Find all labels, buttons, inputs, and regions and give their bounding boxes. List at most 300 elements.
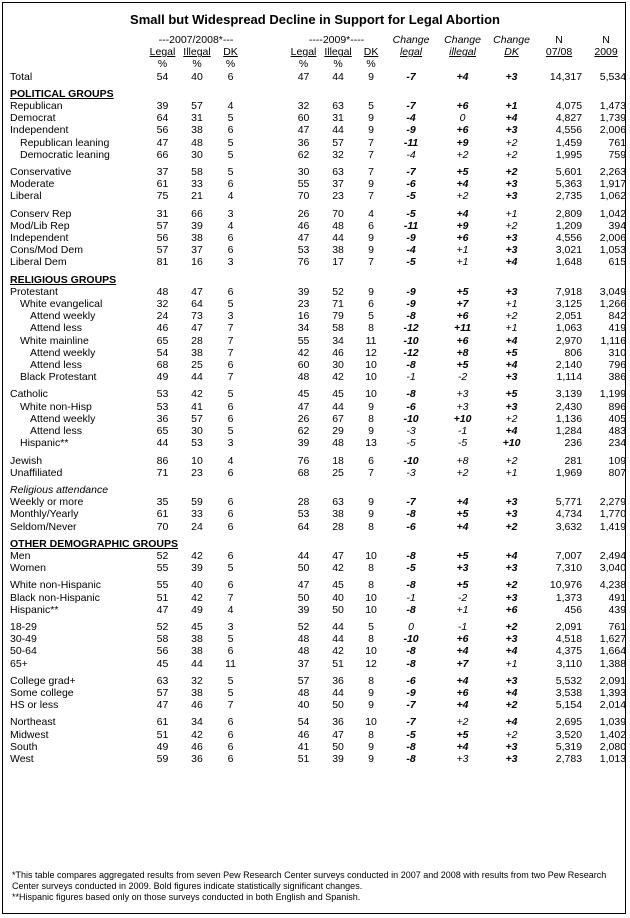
cell-change-legal: -4 bbox=[406, 112, 416, 125]
cell-legal-2009: 45 bbox=[297, 388, 310, 401]
row-label: White non-Hispanic bbox=[10, 579, 102, 592]
pct-sign: % bbox=[298, 58, 309, 71]
cell-n-2009: 2,263 bbox=[599, 166, 627, 179]
cell-dk-0708: 6 bbox=[227, 752, 234, 765]
cell-dk-0708: 3 bbox=[227, 437, 234, 450]
cell-change-illegal: +2 bbox=[456, 466, 469, 479]
cell-dk-2009: 8 bbox=[368, 562, 374, 575]
cell-change-illegal: +2 bbox=[456, 716, 469, 729]
cell-dk-2009: 6 bbox=[368, 454, 374, 467]
cell-illegal-2009: 38 bbox=[332, 508, 344, 521]
cell-illegal-2009: 45 bbox=[332, 388, 344, 401]
cell-illegal-0708: 39 bbox=[191, 219, 203, 232]
cell-change-legal: -7 bbox=[406, 166, 416, 179]
cell-change-legal: -1 bbox=[406, 371, 416, 384]
cell-change-dk: +4 bbox=[505, 686, 518, 699]
cell-change-dk: +1 bbox=[505, 657, 518, 670]
col-header-n-0708: 07/08 bbox=[545, 46, 573, 59]
cell-illegal-2009: 36 bbox=[332, 674, 344, 687]
cell-legal-0708: 71 bbox=[156, 466, 169, 479]
cell-dk-2009: 6 bbox=[368, 219, 374, 232]
cell-legal-0708: 24 bbox=[156, 310, 169, 323]
table-row bbox=[10, 298, 628, 310]
period-header-2009: ----2009*---- bbox=[308, 34, 365, 46]
cell-change-dk: +4 bbox=[505, 549, 518, 562]
cell-change-legal: -8 bbox=[406, 579, 416, 592]
cell-n-2009: 2,006 bbox=[599, 232, 627, 245]
cell-change-legal: -7 bbox=[406, 70, 416, 83]
row-label: Black Protestant bbox=[20, 371, 97, 384]
cell-dk-0708: 6 bbox=[227, 232, 234, 245]
row-label: Republican bbox=[10, 100, 63, 113]
cell-n-0708: 281 bbox=[564, 454, 583, 467]
cell-dk-2009: 9 bbox=[368, 686, 374, 699]
col-header-change: Change bbox=[392, 34, 430, 46]
cell-change-illegal: +4 bbox=[456, 207, 469, 220]
cell-legal-0708: 55 bbox=[156, 579, 169, 592]
cell-illegal-0708: 34 bbox=[191, 716, 203, 729]
column-spacer bbox=[246, 425, 287, 437]
column-spacer bbox=[246, 508, 287, 520]
cell-n-2009: 483 bbox=[608, 425, 627, 438]
cell-n-2009: 759 bbox=[608, 148, 627, 161]
cell-n-2009: 1,013 bbox=[599, 752, 627, 765]
cell-illegal-2009: 39 bbox=[332, 752, 344, 765]
cell-illegal-0708: 57 bbox=[191, 100, 203, 113]
cell-legal-2009: 76 bbox=[297, 256, 310, 269]
cell-illegal-0708: 38 bbox=[191, 686, 203, 699]
cell-n-0708: 14,317 bbox=[549, 70, 583, 83]
cell-n-0708: 5,363 bbox=[555, 178, 583, 191]
cell-n-2009: 5,534 bbox=[599, 70, 627, 83]
cell-change-illegal: +4 bbox=[456, 520, 469, 533]
table-row bbox=[10, 347, 628, 359]
table-row bbox=[10, 220, 628, 232]
cell-change-illegal: 0 bbox=[459, 112, 466, 125]
cell-dk-0708: 6 bbox=[227, 716, 234, 729]
cell-n-2009: 2,279 bbox=[599, 496, 627, 509]
cell-illegal-0708: 66 bbox=[191, 207, 203, 220]
cell-legal-2009: 23 bbox=[297, 298, 310, 311]
cell-change-legal: -10 bbox=[403, 633, 419, 646]
cell-dk-0708: 7 bbox=[227, 371, 234, 384]
column-spacer bbox=[246, 244, 287, 256]
cell-legal-0708: 61 bbox=[156, 508, 169, 521]
cell-change-legal: -6 bbox=[406, 178, 416, 191]
table-row bbox=[10, 562, 628, 574]
cell-change-legal: -8 bbox=[406, 508, 416, 521]
cell-change-legal: -5 bbox=[406, 562, 416, 575]
column-spacer bbox=[246, 335, 287, 347]
column-spacer bbox=[246, 437, 287, 449]
cell-dk-2009: 4 bbox=[368, 207, 374, 220]
cell-change-dk: +2 bbox=[505, 579, 518, 592]
cell-n-2009: 1,062 bbox=[599, 190, 627, 203]
cell-legal-2009: 47 bbox=[297, 579, 310, 592]
cell-change-dk: +2 bbox=[505, 520, 518, 533]
cell-change-dk: +1 bbox=[505, 298, 518, 311]
cell-legal-0708: 68 bbox=[156, 359, 169, 372]
cell-change-dk: +10 bbox=[502, 437, 521, 450]
cell-change-legal: -8 bbox=[406, 549, 416, 562]
row-label: Attend weekly bbox=[30, 412, 96, 425]
cell-illegal-0708: 23 bbox=[191, 466, 203, 479]
cell-change-legal: -12 bbox=[403, 322, 419, 335]
cell-illegal-2009: 18 bbox=[332, 454, 344, 467]
cell-n-0708: 236 bbox=[564, 437, 583, 450]
cell-n-0708: 1,136 bbox=[555, 412, 583, 425]
cell-n-0708: 4,827 bbox=[555, 112, 583, 125]
cell-n-2009: 896 bbox=[608, 400, 627, 413]
cell-illegal-2009: 23 bbox=[332, 190, 344, 203]
cell-change-legal: 0 bbox=[408, 620, 414, 633]
cell-n-2009: 761 bbox=[608, 620, 627, 633]
cell-dk-2009: 9 bbox=[368, 400, 374, 413]
cell-illegal-2009: 48 bbox=[332, 219, 344, 232]
cell-illegal-2009: 71 bbox=[332, 298, 344, 311]
row-label: Liberal bbox=[10, 190, 42, 203]
cell-dk-2009: 11 bbox=[365, 334, 377, 347]
column-spacer bbox=[246, 687, 287, 699]
cell-dk-2009: 9 bbox=[368, 699, 374, 712]
cell-illegal-0708: 46 bbox=[191, 699, 203, 712]
row-label: White mainline bbox=[20, 334, 89, 347]
cell-illegal-2009: 29 bbox=[332, 425, 344, 438]
cell-change-illegal: +5 bbox=[456, 728, 469, 741]
cell-change-dk: +3 bbox=[505, 508, 518, 521]
cell-legal-0708: 66 bbox=[156, 148, 169, 161]
cell-n-0708: 1,969 bbox=[555, 466, 583, 479]
cell-illegal-0708: 25 bbox=[191, 359, 203, 372]
cell-change-illegal: +8 bbox=[456, 454, 469, 467]
table-row bbox=[10, 112, 628, 124]
cell-change-dk: +1 bbox=[505, 322, 518, 335]
cell-dk-2009: 7 bbox=[368, 256, 374, 269]
cell-illegal-2009: 50 bbox=[332, 603, 344, 616]
cell-change-dk: +3 bbox=[505, 285, 518, 298]
cell-change-illegal: +7 bbox=[456, 657, 469, 670]
cell-dk-0708: 7 bbox=[227, 322, 234, 335]
cell-dk-2009: 9 bbox=[368, 112, 374, 125]
cell-legal-0708: 45 bbox=[156, 657, 169, 670]
cell-change-dk: +6 bbox=[505, 603, 518, 616]
cell-change-legal: -5 bbox=[406, 728, 416, 741]
cell-illegal-2009: 63 bbox=[332, 100, 344, 113]
column-spacer bbox=[246, 753, 287, 765]
cell-illegal-2009: 38 bbox=[332, 244, 344, 257]
cell-legal-2009: 47 bbox=[297, 232, 310, 245]
cell-change-dk: +2 bbox=[505, 699, 518, 712]
cell-illegal-0708: 21 bbox=[191, 190, 203, 203]
cell-legal-0708: 32 bbox=[156, 298, 169, 311]
row-label: Black non-Hispanic bbox=[10, 591, 100, 604]
cell-illegal-2009: 34 bbox=[332, 334, 344, 347]
cell-dk-2009: 9 bbox=[368, 740, 374, 753]
cell-change-illegal: +6 bbox=[456, 232, 469, 245]
cell-dk-0708: 7 bbox=[227, 591, 234, 604]
cell-illegal-0708: 16 bbox=[191, 256, 203, 269]
row-label: Democrat bbox=[10, 112, 56, 125]
row-label: Moderate bbox=[10, 178, 55, 191]
cell-change-legal: -9 bbox=[406, 124, 416, 137]
cell-n-2009: 796 bbox=[608, 359, 627, 372]
cell-illegal-0708: 28 bbox=[191, 334, 203, 347]
cell-change-legal: -6 bbox=[406, 674, 416, 687]
cell-dk-2009: 8 bbox=[368, 674, 374, 687]
cell-n-0708: 2,809 bbox=[555, 207, 583, 220]
cell-legal-2009: 34 bbox=[297, 322, 310, 335]
table-row bbox=[10, 208, 628, 220]
cell-change-dk: +3 bbox=[505, 244, 518, 257]
column-spacer bbox=[246, 178, 287, 190]
cell-illegal-0708: 38 bbox=[191, 232, 203, 245]
cell-n-2009: 1,917 bbox=[599, 178, 627, 191]
row-label: Protestant bbox=[10, 285, 58, 298]
cell-n-2009: 419 bbox=[608, 322, 627, 335]
cell-change-legal: -5 bbox=[406, 437, 416, 450]
cell-legal-0708: 54 bbox=[156, 70, 169, 83]
column-spacer bbox=[246, 166, 287, 178]
column-spacer bbox=[246, 401, 287, 413]
cell-change-illegal: +4 bbox=[456, 740, 469, 753]
cell-change-illegal: +6 bbox=[456, 100, 469, 113]
group-heading: RELIGIOUS GROUPS bbox=[10, 273, 117, 286]
col-header-change-dk: DK bbox=[504, 46, 519, 59]
cell-n-0708: 3,632 bbox=[555, 520, 583, 533]
cell-legal-0708: 70 bbox=[156, 520, 169, 533]
cell-legal-0708: 56 bbox=[156, 232, 169, 245]
cell-dk-0708: 5 bbox=[227, 633, 234, 646]
row-label: Total bbox=[10, 70, 33, 83]
cell-dk-0708: 6 bbox=[227, 400, 234, 413]
cell-change-illegal: -1 bbox=[457, 425, 468, 438]
cell-n-2009: 3,049 bbox=[599, 285, 627, 298]
cell-illegal-0708: 32 bbox=[191, 674, 203, 687]
group-header-row bbox=[10, 88, 628, 100]
col-header-n-2009: 2009 bbox=[594, 46, 618, 59]
cell-change-dk: +3 bbox=[505, 674, 518, 687]
cell-illegal-2009: 40 bbox=[332, 591, 344, 604]
cell-illegal-2009: 32 bbox=[332, 148, 344, 161]
cell-dk-2009: 9 bbox=[368, 285, 374, 298]
cell-legal-0708: 81 bbox=[156, 256, 169, 269]
cell-n-0708: 3,021 bbox=[555, 244, 583, 257]
cell-n-2009: 3,040 bbox=[599, 562, 627, 575]
cell-change-legal: -4 bbox=[406, 244, 416, 257]
cell-n-0708: 1,459 bbox=[555, 136, 583, 149]
cell-change-dk: +3 bbox=[505, 124, 518, 137]
cell-n-0708: 3,538 bbox=[555, 686, 583, 699]
col-header-illegal: Illegal bbox=[183, 46, 211, 59]
cell-n-2009: 1,039 bbox=[599, 716, 627, 729]
cell-n-0708: 1,648 bbox=[555, 256, 583, 269]
cell-change-illegal: +5 bbox=[456, 508, 469, 521]
cell-dk-0708: 3 bbox=[227, 620, 234, 633]
column-spacer bbox=[246, 359, 287, 371]
cell-legal-0708: 46 bbox=[156, 322, 169, 335]
cell-legal-0708: 54 bbox=[156, 346, 169, 359]
row-label: 50-64 bbox=[10, 645, 37, 658]
cell-legal-0708: 49 bbox=[156, 371, 169, 384]
col-header-legal: Legal bbox=[149, 46, 176, 59]
cell-legal-0708: 47 bbox=[156, 603, 169, 616]
cell-change-dk: +2 bbox=[505, 412, 518, 425]
table-row bbox=[10, 467, 628, 479]
cell-change-illegal: +7 bbox=[456, 298, 469, 311]
column-spacer bbox=[246, 371, 287, 383]
column-spacer bbox=[246, 286, 287, 298]
cell-dk-0708: 11 bbox=[225, 657, 236, 670]
cell-dk-0708: 6 bbox=[227, 645, 234, 658]
cell-dk-0708: 4 bbox=[227, 454, 234, 467]
cell-legal-0708: 75 bbox=[156, 190, 169, 203]
cell-illegal-2009: 42 bbox=[332, 562, 344, 575]
cell-legal-2009: 55 bbox=[297, 178, 310, 191]
cell-legal-2009: 52 bbox=[297, 620, 310, 633]
row-label: Attend less bbox=[30, 359, 82, 372]
cell-illegal-0708: 40 bbox=[191, 70, 203, 83]
cell-illegal-2009: 31 bbox=[332, 112, 344, 125]
cell-n-0708: 3,110 bbox=[556, 657, 583, 670]
cell-change-illegal: +3 bbox=[456, 388, 469, 401]
cell-dk-2009: 10 bbox=[365, 371, 377, 384]
cell-n-0708: 1,995 bbox=[555, 148, 583, 161]
row-label: Attend weekly bbox=[30, 310, 96, 323]
cell-dk-0708: 5 bbox=[227, 112, 234, 125]
cell-change-illegal: +10 bbox=[453, 412, 472, 425]
cell-illegal-2009: 30 bbox=[332, 359, 344, 372]
cell-dk-0708: 6 bbox=[227, 728, 234, 741]
cell-dk-2009: 7 bbox=[368, 136, 374, 149]
col-header-illegal: Illegal bbox=[324, 46, 352, 59]
table-row bbox=[10, 166, 628, 178]
table-row bbox=[10, 256, 628, 268]
cell-change-legal: -8 bbox=[406, 388, 416, 401]
cell-n-2009: 1,664 bbox=[599, 645, 627, 658]
cell-dk-2009: 9 bbox=[368, 425, 374, 438]
cell-change-dk: +2 bbox=[505, 454, 518, 467]
table-row bbox=[10, 699, 628, 711]
cell-legal-2009: 55 bbox=[297, 334, 310, 347]
table-row bbox=[10, 100, 628, 112]
cell-illegal-2009: 42 bbox=[332, 371, 344, 384]
cell-dk-2009: 5 bbox=[368, 310, 374, 323]
cell-change-illegal: -2 bbox=[457, 591, 468, 604]
cell-n-2009: 1,627 bbox=[599, 633, 627, 646]
cell-n-2009: 1,402 bbox=[599, 728, 627, 741]
cell-dk-0708: 3 bbox=[227, 256, 234, 269]
cell-change-legal: -5 bbox=[406, 256, 416, 269]
cell-change-illegal: +5 bbox=[456, 549, 469, 562]
cell-change-legal: -3 bbox=[406, 425, 416, 438]
table-row bbox=[10, 508, 628, 520]
cell-change-dk: +2 bbox=[505, 166, 518, 179]
row-label: 30-49 bbox=[10, 633, 37, 646]
cell-legal-2009: 47 bbox=[297, 70, 310, 83]
column-spacer bbox=[246, 322, 287, 334]
cell-illegal-2009: 51 bbox=[332, 657, 344, 670]
cell-dk-0708: 6 bbox=[227, 124, 234, 137]
column-spacer bbox=[246, 413, 287, 425]
cell-n-2009: 1,393 bbox=[599, 686, 627, 699]
cell-illegal-0708: 42 bbox=[191, 591, 203, 604]
footnotes bbox=[12, 870, 617, 903]
cell-change-dk: +3 bbox=[505, 496, 518, 509]
cell-n-0708: 1,209 bbox=[555, 219, 583, 232]
table-row bbox=[10, 149, 628, 161]
cell-change-dk: +1 bbox=[505, 100, 518, 113]
cell-legal-2009: 48 bbox=[297, 633, 310, 646]
cell-change-legal: -11 bbox=[403, 136, 419, 149]
cell-n-2009: 807 bbox=[608, 466, 627, 479]
cell-dk-2009: 8 bbox=[368, 412, 374, 425]
cell-change-dk: +4 bbox=[505, 334, 518, 347]
column-spacer bbox=[246, 675, 287, 687]
table-body bbox=[10, 71, 628, 766]
table-row bbox=[10, 675, 628, 687]
cell-illegal-2009: 58 bbox=[332, 322, 344, 335]
period-header-2007-2008: ---2007/2008*--- bbox=[158, 34, 234, 46]
row-label: White evangelical bbox=[20, 298, 103, 311]
cell-change-illegal: +4 bbox=[456, 674, 469, 687]
col-header-dk: DK bbox=[223, 46, 238, 59]
cell-n-0708: 1,284 bbox=[555, 425, 583, 438]
cell-change-illegal: +5 bbox=[456, 579, 469, 592]
cell-change-dk: +4 bbox=[505, 256, 518, 269]
cell-legal-2009: 47 bbox=[297, 400, 310, 413]
group-header-row bbox=[10, 274, 628, 286]
col-header-dk: DK bbox=[363, 46, 379, 59]
cell-legal-2009: 48 bbox=[297, 645, 310, 658]
cell-dk-0708: 6 bbox=[227, 549, 234, 562]
cell-n-0708: 5,771 bbox=[555, 496, 583, 509]
cell-legal-2009: 46 bbox=[297, 728, 310, 741]
cell-illegal-2009: 48 bbox=[332, 437, 344, 450]
cell-illegal-0708: 10 bbox=[191, 454, 203, 467]
table-row bbox=[10, 178, 628, 190]
cell-dk-2009: 8 bbox=[368, 579, 374, 592]
cell-legal-2009: 62 bbox=[297, 148, 310, 161]
cell-dk-2009: 13 bbox=[365, 437, 377, 450]
cell-legal-2009: 60 bbox=[297, 359, 310, 372]
cell-change-dk: +3 bbox=[505, 562, 518, 575]
col-header-change: Change bbox=[493, 34, 530, 46]
row-label: 18-29 bbox=[10, 620, 37, 633]
cell-legal-2009: 47 bbox=[297, 124, 310, 137]
table-row bbox=[10, 621, 628, 633]
cell-change-illegal: +1 bbox=[456, 256, 469, 269]
row-label: Hispanic** bbox=[10, 603, 59, 616]
table-row bbox=[10, 322, 628, 334]
cell-change-legal: -9 bbox=[406, 232, 416, 245]
cell-illegal-0708: 36 bbox=[191, 752, 203, 765]
cell-dk-2009: 7 bbox=[368, 148, 374, 161]
cell-change-legal: -5 bbox=[406, 207, 416, 220]
cell-legal-0708: 49 bbox=[156, 740, 169, 753]
cell-dk-2009: 5 bbox=[368, 100, 374, 113]
cell-dk-2009: 6 bbox=[368, 298, 374, 311]
cell-change-legal: -8 bbox=[406, 752, 416, 765]
table-row bbox=[10, 359, 628, 371]
row-label: Democratic leaning bbox=[20, 148, 110, 161]
column-spacer bbox=[246, 124, 287, 136]
cell-legal-2009: 53 bbox=[297, 244, 310, 257]
cell-n-0708: 2,091 bbox=[555, 620, 583, 633]
cell-change-dk: +2 bbox=[505, 620, 518, 633]
cell-n-2009: 1,266 bbox=[599, 298, 627, 311]
cell-illegal-2009: 36 bbox=[332, 716, 344, 729]
cell-n-2009: 615 bbox=[608, 256, 627, 269]
